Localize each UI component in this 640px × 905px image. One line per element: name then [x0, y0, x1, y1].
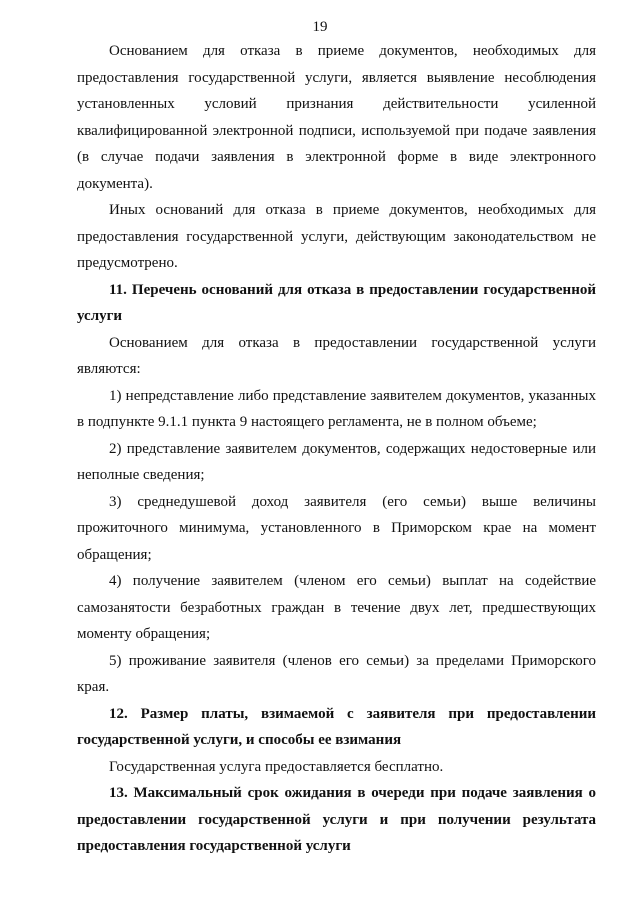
page-number: 19	[312, 19, 328, 35]
list-item-2: 2) представление заявителем документов, содержащих недостоверные или неполные сведения;	[77, 440, 596, 483]
section-heading-12: 12. Размер платы, взимаемой с заявителя при предоставлении государственной услуги, и способы ее взимания	[77, 705, 596, 748]
list-item-3: 3) среднедушевой доход заявителя (его семьи) выше величины прожиточного минимума, установленного в Приморском крае на момент обращения;	[77, 493, 596, 563]
paragraph-no-other-grounds: Иных оснований для отказа в приеме документов, необходимых для предоставления государственной услуги, действующим законодательством не предусмотрено.	[77, 202, 596, 271]
section-heading-13: 13. Максимальный срок ожидания в очереди при подаче заявления о предоставлении государственной услуги и при получении результата предоставления государственной услуги	[77, 785, 596, 854]
list-item-1: 1) непредставление либо представление заявителем документов, указанных в подпункте 9.1.1 пункта 9 настоящего регламента, не в полном объеме;	[77, 387, 596, 430]
list-item-4: 4) получение заявителем (членом его семьи) выплат на содействие самозанятости безработных граждан в течение двух лет, предшествующих моменту обращения;	[77, 573, 596, 642]
paragraph-refusal-basis: Основанием для отказа в приеме документов, необходимых для предоставления государственной услуги, является выявление несоблюдения установленных условий признания действительности усиленной квалифицированной электронной подписи, используемой при подаче заявления (в случае подачи заявления в электронной форме в виде электронного документа).	[77, 43, 596, 192]
list-item-5: 5) проживание заявителя (членов его семьи) за пределами Приморского края.	[77, 652, 596, 695]
section-heading-11: 11. Перечень оснований для отказа в предоставлении государственной услуги	[77, 281, 596, 324]
paragraph-free-service: Государственная услуга предоставляется бесплатно.	[109, 758, 444, 775]
paragraph-grounds-intro: Основанием для отказа в предоставлении государственной услуги являются:	[77, 334, 596, 377]
document-body	[77, 38, 596, 860]
